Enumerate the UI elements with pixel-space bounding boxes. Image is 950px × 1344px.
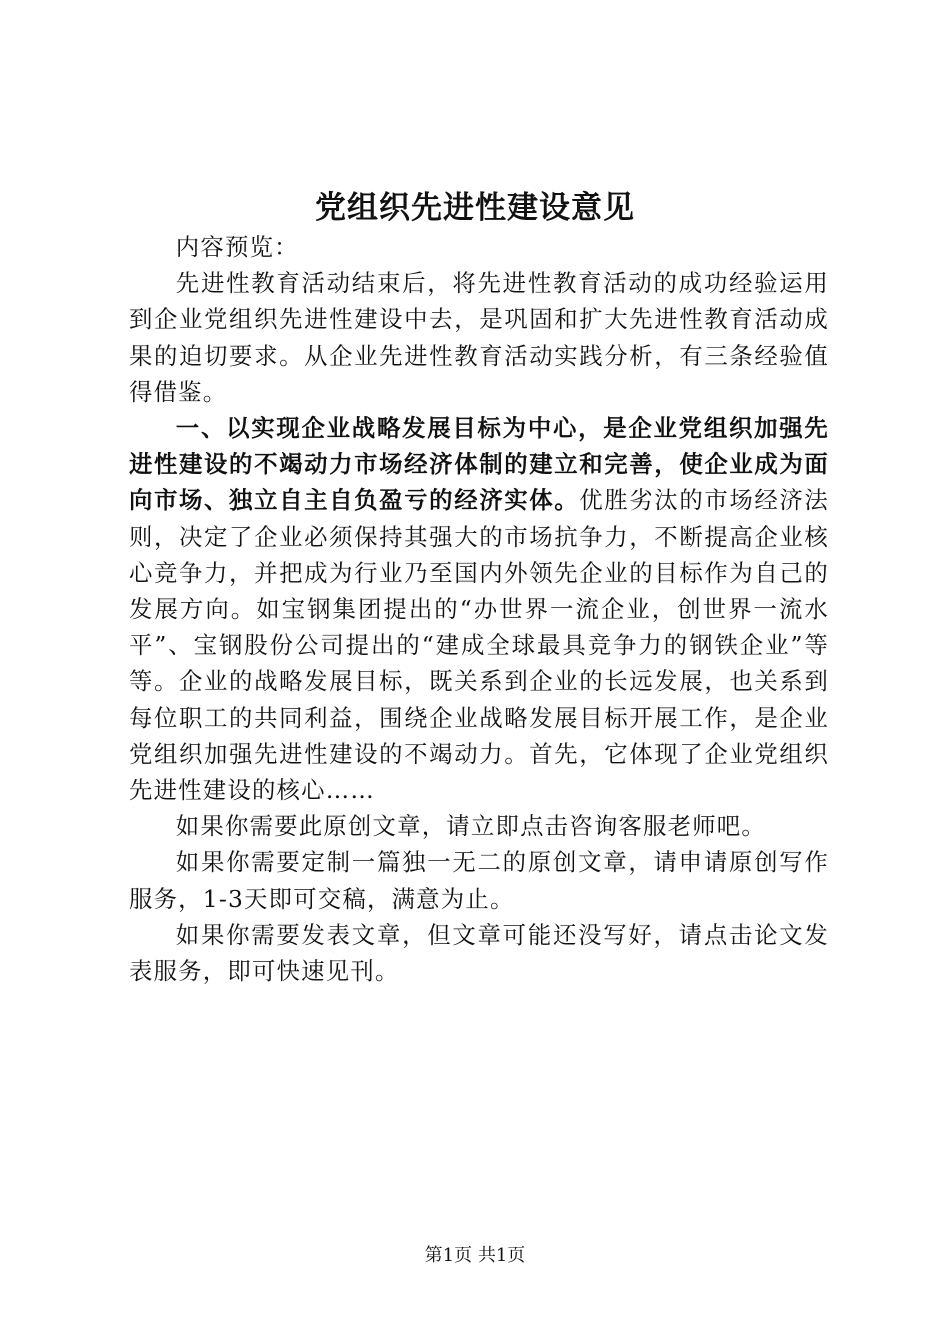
section1-body: 优胜劣汰的市场经济法则，决定了企业必须保持其强大的市场抗争力，不断提高企业核心竞争力，并把成为行业乃至国内外领先企业的目标作为自己的发展方向。如宝钢集团提出的“办世界一流企业，创世界一流水平”、宝钢股份公司提出的“建成全球最具竞争力的钢铁企业”等等。企业的战略发展目标，既关系到企业的长远发展，也关系到每位职工的共同利益，围绕企业战略发展目标开展工作，是企业党组织加强先进性建设的不竭动力。首先，它体现了企业党组织先进性建设的核心…… (129, 486, 829, 805)
section1-paragraph (129, 410, 829, 808)
document-title: 党组织先进性建设意见 (315, 190, 635, 226)
notice-consult: 如果你需要此原创文章，请立即点击咨询客服老师吧。 (175, 812, 766, 841)
section1-heading: 一、以实现企业战略发展目标为中心，是企业党组织加强先进性建设的不竭动力市场经济体制的建立和完善，使企业成为面向市场、独立自主自负盈亏的经济实体。 (129, 414, 829, 515)
intro-paragraph: 先进性教育活动结束后，将先进性教育活动的成功经验运用到企业党组织先进性建设中去，是巩固和扩大先进性教育活动成果的迫切要求。从企业先进性教育活动实践分析，有三条经验值得借鉴。 (129, 269, 829, 406)
page-footer: 第1页 共1页 (424, 1245, 526, 1266)
notice-custom-writing: 如果你需要定制一篇独一无二的原创文章，请申请原创写作服务，1-3天即可交稿，满意为止。 (129, 848, 829, 913)
notice-publish: 如果你需要发表文章，但文章可能还没写好，请点击论文发表服务，即可快速见刊。 (129, 920, 829, 986)
preview-label: 内容预览： (175, 233, 299, 261)
document-body (129, 229, 829, 989)
